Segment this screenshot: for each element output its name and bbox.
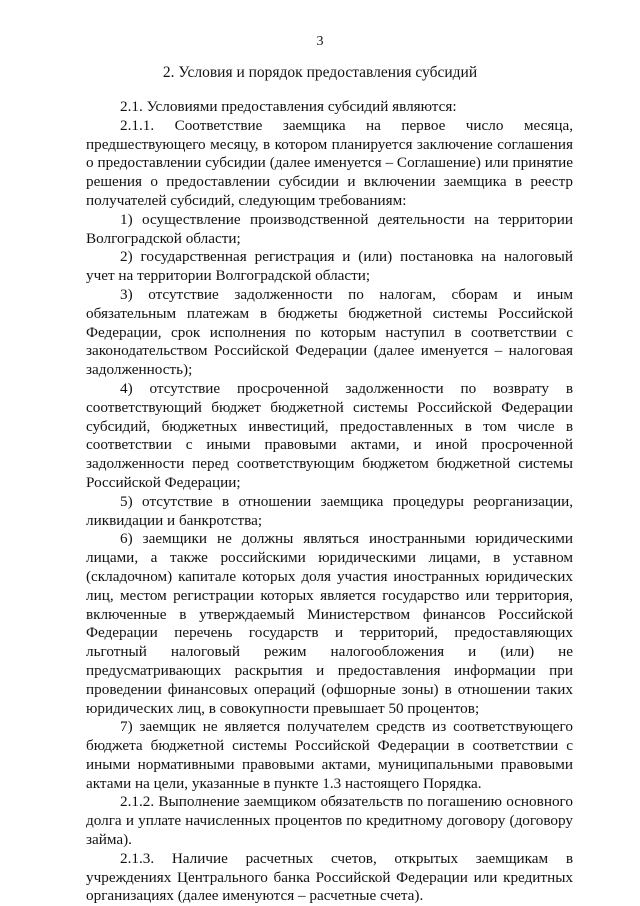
requirement-5: 5) отсутствие в отношении заемщика процедуры реорганизации, ликвидации и банкротства;: [86, 492, 573, 529]
requirement-6: 6) заемщики не должны являться иностранными юридическими лицами, а также российскими юридическими лицами, в уставном (складочном) капитале которых доля участия иностранных юридических лиц, местом регистрации которых является государство или территория, включенные в утверждаемый Министерством финансов Российской Федерации перечень государств и территорий, предоставляющих льготный налоговый режим налогообложения и (или) не предусматривающих раскрытия и предоставления информации при проведении финансовых операций (офшорные зоны) в отношении таких юридических лиц, в совокупности превышает 50 процентов;: [86, 530, 573, 717]
requirement-2: 2) государственная регистрация и (или) постановка на налоговый учет на территории Волгоградской области;: [86, 248, 573, 285]
requirement-1: 1) осуществление производственной деятельности на территории Волгоградской области;: [86, 210, 573, 247]
paragraph-2-1: 2.1. Условиями предоставления субсидий являются:: [120, 98, 457, 115]
paragraph-2-1-3: 2.1.3. Наличие расчетных счетов, открытых заемщикам в учреждениях Центрального банка Российской Федерации или кредитных организациях (далее именуются – расчетные счета).: [86, 849, 573, 905]
requirement-4: 4) отсутствие просроченной задолженности по возврату в соответствующий бюджет бюджетной системы Российской Федерации субсидий, бюджетных инвестиций, предоставленных в том числе в соответствии с иными правовыми актами, и иной просроченной задолженности перед соответствующим бюджетом бюджетной системы Российской Федерации;: [86, 379, 573, 491]
paragraph-2-1-1: 2.1.1. Соответствие заемщика на первое число месяца, предшествующего месяцу, в котором планируется заключение соглашения о предоставлении субсидии (далее именуется – Соглашение) или принятие решения о предоставлении субсидии и включении заемщика в реестр получателей субсидий, следующим требованиям:: [86, 116, 573, 209]
document-body: [86, 98, 573, 906]
paragraph-2-1-2: 2.1.2. Выполнение заемщиком обязательств по погашению основного долга и уплате начисленных процентов по кредитному договору (договору займа).: [86, 793, 573, 849]
section-heading: 2. Условия и порядок предоставления субсидий: [162, 64, 478, 81]
requirement-7: 7) заемщик не является получателем средств из соответствующего бюджета бюджетной системы Российской Федерации в соответствии с иными нормативными правовыми актами, муниципальными правовыми актами на цели, указанные в пункте 1.3 настоящего Порядка.: [86, 718, 573, 792]
page-number: 3: [316, 34, 324, 49]
requirement-3: 3) отсутствие задолженности по налогам, сборам и иным обязательным платежам в бюджеты бюджетной системы Российской Федерации, срок исполнения по которым наступил в соответствии с законодательством Российской Федерации (далее именуется – налоговая задолженность);: [86, 285, 573, 379]
